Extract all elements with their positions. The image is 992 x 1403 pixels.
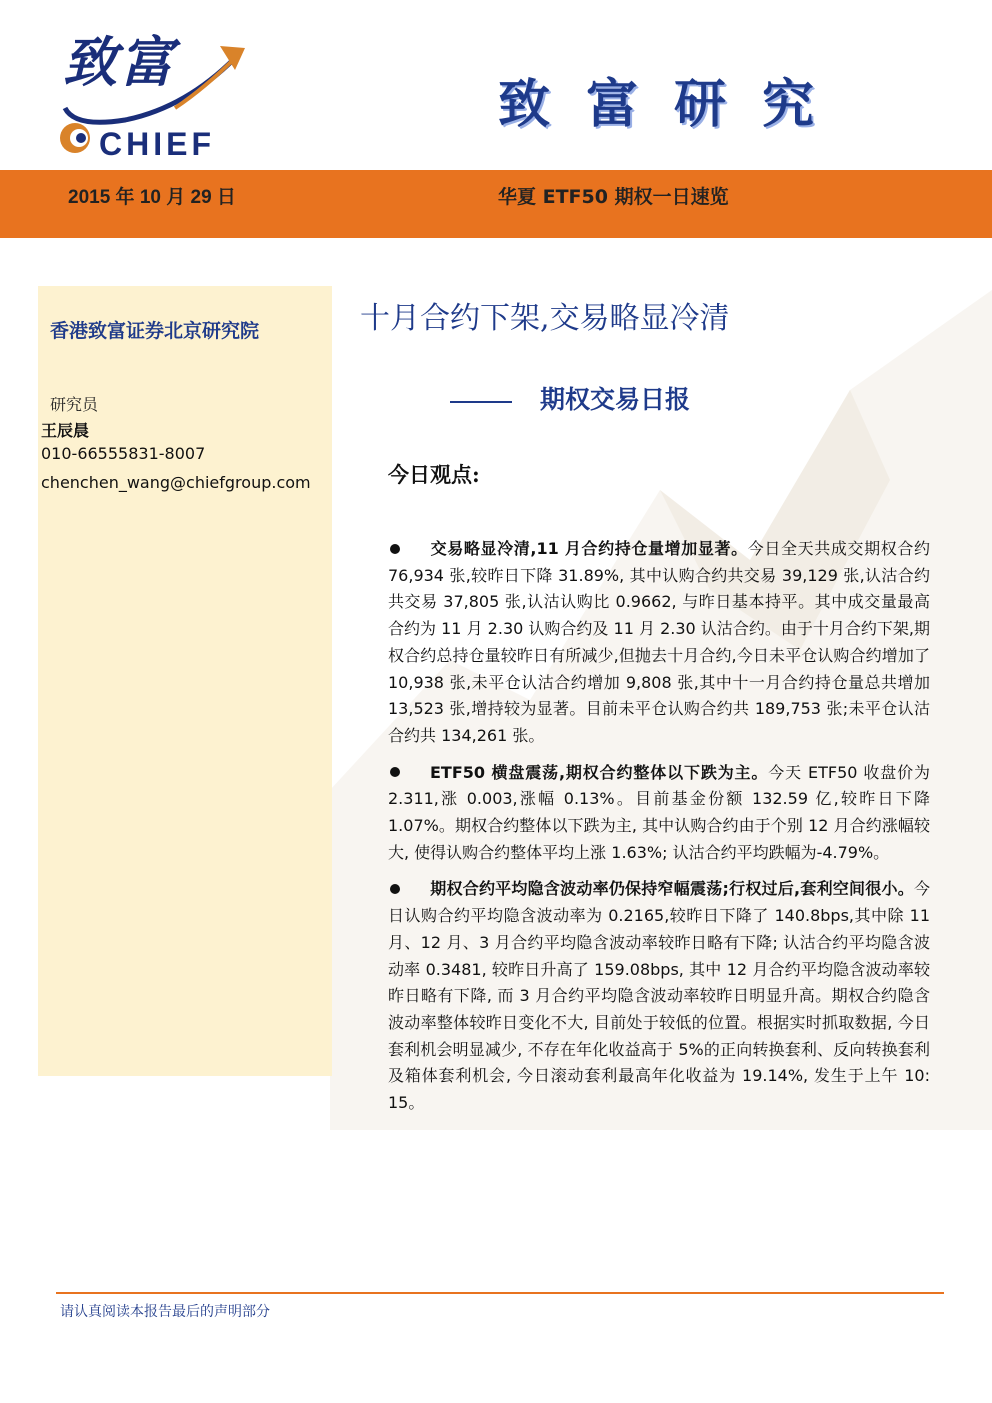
footer-disclaimer: 请认真阅读本报告最后的声明部分 <box>60 1304 270 1320</box>
point-text: 今日认购合约平均隐含波动率为 0.2165,较昨日下降了 140.8bps,其中除 11 月、12 月、3 月合约平均隐含波动率较昨日略有下降; 认沽合约平均隐含波动率 0.3481, 较昨日升高了 159.08bps, 其中 12 月合约平均隐含波动率较昨日略有下降, 而 3 月合约平均隐含波动率较昨日明显升高。期权合约隐含波动率整体较昨日变化不大, 目前处于较低的位置。根据实时抓取数据, 今日套利机会明显减少, 不存在年化收益高于 5%的正向转换套利、反向转换套利及箱体套利机会, 今日滚动套利最高年化收益为 19.14%, 发生于上午 10: 15。 <box>388 879 930 1113</box>
point-paragraph <box>388 876 930 1116</box>
point-lead: ETF50 横盘震荡,期权合约整体以下跌为主。 <box>430 762 769 782</box>
analyst-phone: 010-66555831-8007 <box>41 444 206 463</box>
analyst-sidebar <box>38 286 332 1076</box>
point-paragraph <box>388 760 930 867</box>
viewpoint-label: 今日观点: <box>388 462 480 487</box>
analyst-email[interactable]: chenchen_wang@chiefgroup.com <box>41 473 311 492</box>
point-lead: 期权合约平均隐含波动率仍保持窄幅震荡;行权过后,套利空间很小。 <box>430 879 914 899</box>
report-subhead <box>450 380 690 416</box>
analyst-name: 王辰晨 <box>41 421 90 440</box>
subhead-text: 期权交易日报 <box>540 385 691 414</box>
subhead-dash <box>450 401 512 403</box>
institution-name: 香港致富证券北京研究院 <box>50 320 260 342</box>
arrow-swoosh-icon <box>55 28 255 128</box>
chief-logo <box>55 18 255 162</box>
chief-circle-icon <box>55 118 95 158</box>
header-band <box>0 170 992 238</box>
logo-english-text: CHIEF <box>99 126 215 162</box>
report-series: 华夏 ETF50 期权一日速览 <box>498 186 729 208</box>
point-lead: 交易略显冷清,11 月合约持仓量增加显著。 <box>430 539 748 558</box>
report-headline: 十月合约下架,交易略显冷清 <box>360 301 730 336</box>
point-text: 今天 ETF50 收盘价为 2.311,涨 0.003,涨幅 0.13%。目前基金份额 132.59 亿,较昨日下降 1.07%。期权合约整体以下跌为主, 其中认购合约由于个别 12 月合约涨幅较大, 使得认购合约整体平均上涨 1.63%; 认沽合约平均跌幅为-4.79%。 <box>388 762 930 862</box>
analyst-role: 研究员 <box>50 395 99 414</box>
point-paragraph <box>388 536 930 750</box>
report-body <box>388 536 930 1127</box>
bullet-icon <box>390 884 400 894</box>
point-text: 今日全天共成交期权合约 76,934 张,较昨日下降 31.89%, 其中认购合约共交易 39,129 张,认沽合约共交易 37,805 张,认沽认购比 0.9662, 与昨日基本持平。其中成交量最高合约为 11 月 2.30 认购合约及 11 月 2.30 认沽合约。由于十月合约下架,期权合约总持仓量较昨日有所减少,但抛去十月合约,今日未平仓认购合约增加了 10,938 张,未平仓认沽合约增加 9,808 张,其中十一月合约持仓量总共增加 13,523 张,增持较为显著。目前未平仓认购合约共 189,753 张;未平仓认沽合约共 134,261 张。 <box>388 539 930 745</box>
report-date: 2015 年 10 月 29 日 <box>68 187 236 208</box>
bullet-icon <box>390 767 400 777</box>
brand-title: 致富研究 <box>498 74 851 135</box>
logo-chinese-text: 致富 <box>63 30 175 94</box>
bullet-icon <box>390 544 400 554</box>
footer-divider <box>56 1292 944 1294</box>
